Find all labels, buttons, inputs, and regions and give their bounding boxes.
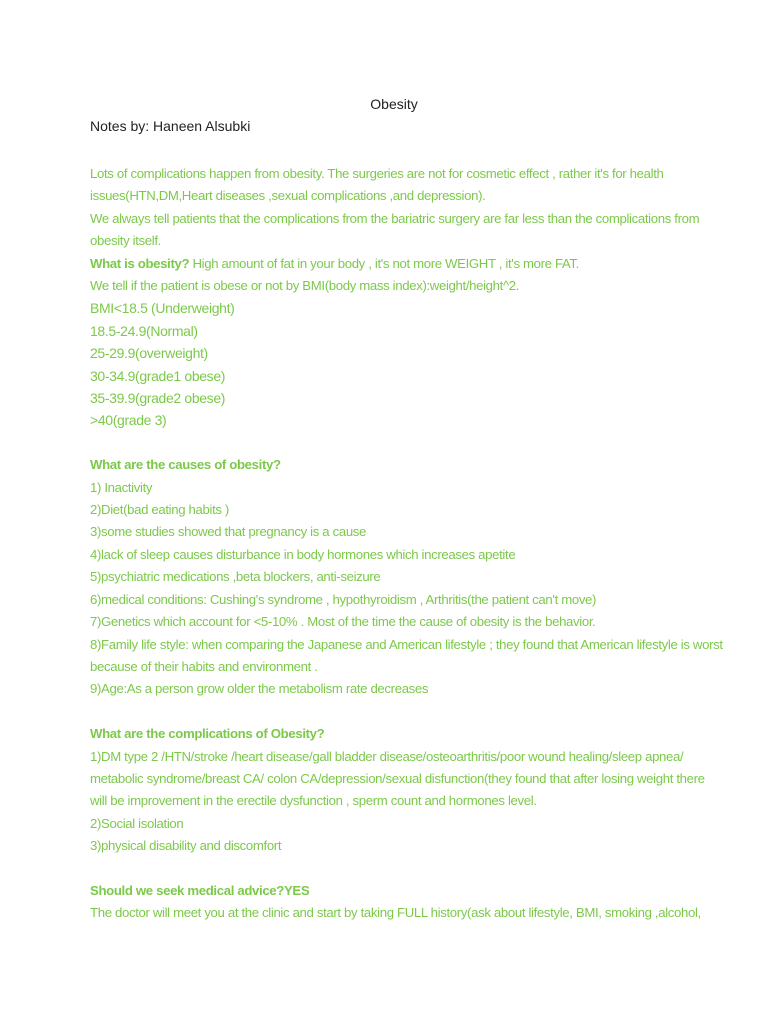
medical-advice-heading: Should we seek medical advice?YES — [90, 882, 310, 898]
paragraph-spacer — [90, 432, 680, 454]
document-title: Obesity — [370, 96, 418, 112]
bmi-range-item: >40(grade 3) — [90, 412, 167, 429]
author-line: Notes by: Haneen Alsubki — [90, 118, 251, 134]
intro-line: issues(HTN,DM,Heart diseases ,sexual complications ,and depression). — [90, 188, 486, 204]
cause-item: 2)Diet(bad eating habits ) — [90, 502, 229, 518]
cause-item: 9)Age:As a person grow older the metabolism rate decreases — [90, 681, 429, 697]
cause-item: 3)some studies showed that pregnancy is a cause — [90, 524, 367, 540]
paragraph-spacer — [90, 858, 680, 880]
what-is-obesity-heading: What is obesity? — [90, 255, 190, 271]
cause-item: 5)psychiatric medications ,beta blockers, anti-seizure — [90, 569, 381, 585]
intro-line: Lots of complications happen from obesity. The surgeries are not for cosmetic effect , rather it's for health — [90, 166, 664, 181]
paragraph-spacer — [90, 701, 680, 723]
intro-line: obesity itself. — [90, 233, 161, 249]
complication-item: 2)Social isolation — [90, 815, 184, 831]
medical-advice-text: The doctor will meet you at the clinic and start by taking FULL history(ask about lifestyle, BMI, smoking ,alcohol, — [90, 905, 701, 921]
causes-heading: What are the causes of obesity? — [90, 457, 281, 473]
cause-item: 8)Family life style: when comparing the Japanese and American lifestyle ; they found that American lifestyle is worst — [90, 636, 723, 652]
bmi-range-item: 18.5-24.9(Normal) — [90, 322, 198, 339]
complication-item: 3)physical disability and discomfort — [90, 838, 282, 854]
intro-line: We always tell patients that the complications from the bariatric surgery are far less than the complications from — [90, 210, 700, 226]
complications-heading: What are the complications of Obesity? — [90, 726, 325, 742]
bmi-range-item: 25-29.9(overweight) — [90, 345, 208, 362]
bmi-range-item: BMI<18.5 (Underweight) — [90, 300, 235, 317]
complication-item: metabolic syndrome/breast CA/ colon CA/depression/sexual disfunction(they found that after losing weight there — [90, 770, 705, 786]
cause-item: 6)medical conditions: Cushing's syndrome , hypothyroidism , Arthritis(the patient can't move) — [90, 591, 597, 607]
complication-item: will be improvement in the erectile dysfunction , sperm count and hormones level. — [90, 793, 537, 809]
cause-item: 7)Genetics which account for <5-10% . Most of the time the cause of obesity is the behavior. — [90, 614, 596, 630]
bmi-range-item: 35-39.9(grade2 obese) — [90, 390, 226, 407]
document-body — [90, 163, 723, 925]
bmi-formula-line: We tell if the patient is obese or not by BMI(body mass index):weight/height^2. — [90, 278, 520, 294]
what-is-obesity-paragraph — [90, 253, 680, 275]
cause-item: 1) Inactivity — [90, 479, 153, 495]
complication-item: 1)DM type 2 /HTN/stroke /heart disease/gall bladder disease/osteoarthritis/poor wound healing/sleep apnea/ — [90, 748, 684, 764]
cause-item: because of their habits and environment . — [90, 658, 318, 674]
bmi-range-item: 30-34.9(grade1 obese) — [90, 367, 226, 384]
cause-item: 4)lack of sleep causes disturbance in body hormones which increases apetite — [90, 546, 516, 562]
what-is-obesity-text: High amount of fat in your body , it's not more WEIGHT , it's more FAT. — [189, 255, 579, 271]
